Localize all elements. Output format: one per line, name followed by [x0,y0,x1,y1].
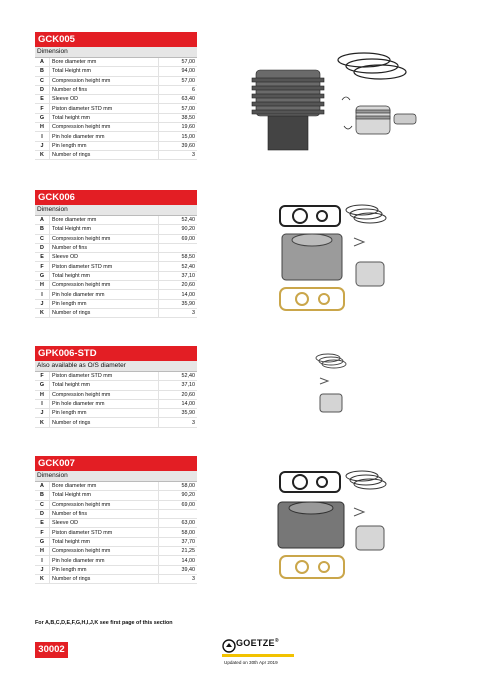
table-row [35,418,197,427]
section-block [35,190,197,318]
row-value: 3 [159,418,198,427]
section-subtitle: Dimension [35,47,197,58]
row-value: 35,90 [159,409,198,418]
row-code: A [35,482,50,491]
row-label: Piston diameter STD mm [50,262,159,271]
row-code: E [35,253,50,262]
row-code: J [35,409,50,418]
row-label: Pin length mm [50,565,159,574]
row-value: 94,00 [159,67,198,76]
row-value: 39,40 [159,565,198,574]
row-value: 52,40 [159,216,198,225]
table-row [35,85,197,94]
row-value [159,243,198,252]
row-code: G [35,537,50,546]
row-code: I [35,556,50,565]
row-value: 3 [159,308,198,317]
table-row [35,399,197,408]
row-code: C [35,234,50,243]
row-label: Total height mm [50,113,159,122]
table-row [35,537,197,546]
cylinder-kit-image [270,466,400,590]
section-block [35,456,197,584]
spec-table [35,482,197,584]
page-number: 30002 [35,642,68,658]
row-label: Sleeve OD [50,519,159,528]
row-value: 52,40 [159,372,198,381]
row-value: 39,60 [159,141,198,150]
row-label: Pin hole diameter mm [50,132,159,141]
row-label: Bore diameter mm [50,482,159,491]
row-value: 52,40 [159,262,198,271]
updated-date: Updated on 30th Apr 2019 [224,660,278,665]
row-label: Pin hole diameter mm [50,399,159,408]
row-label: Number of rings [50,418,159,427]
row-code: I [35,132,50,141]
row-label: Number of fins [50,243,159,252]
row-label: Total Height mm [50,491,159,500]
cylinder-kit-image [244,48,434,166]
row-label: Compression height mm [50,281,159,290]
row-value: 90,20 [159,225,198,234]
row-code: D [35,85,50,94]
row-value [159,509,198,518]
table-row [35,409,197,418]
row-code: J [35,565,50,574]
row-value: 6 [159,85,198,94]
row-label: Number of fins [50,509,159,518]
section-subtitle: Dimension [35,205,197,216]
table-row [35,299,197,308]
row-code: F [35,262,50,271]
table-row [35,67,197,76]
row-label: Compression height mm [50,390,159,399]
table-row [35,271,197,280]
row-label: Number of fins [50,85,159,94]
row-value: 15,00 [159,132,198,141]
spec-table [35,216,197,318]
table-row [35,132,197,141]
row-value: 90,20 [159,491,198,500]
table-row [35,528,197,537]
row-code: I [35,290,50,299]
row-value: 58,50 [159,253,198,262]
row-value: 14,00 [159,290,198,299]
row-code: G [35,271,50,280]
row-label: Total height mm [50,381,159,390]
trademark: ® [274,638,279,644]
table-row [35,243,197,252]
piston-kit-image [308,352,358,416]
row-code: C [35,500,50,509]
row-code: I [35,399,50,408]
row-label: Total height mm [50,271,159,280]
row-code: D [35,509,50,518]
table-row [35,308,197,317]
row-label: Number of rings [50,308,159,317]
row-label: Compression height mm [50,234,159,243]
table-row [35,58,197,67]
row-label: Total Height mm [50,67,159,76]
spec-table [35,372,197,428]
row-label: Pin hole diameter mm [50,556,159,565]
brand-name: GOETZE® [236,638,279,648]
row-value: 58,00 [159,482,198,491]
row-code: K [35,150,50,159]
row-label: Sleeve OD [50,95,159,104]
row-label: Pin hole diameter mm [50,290,159,299]
row-value: 19,60 [159,123,198,132]
row-label: Pin length mm [50,409,159,418]
table-row [35,381,197,390]
table-row [35,95,197,104]
row-value: 69,00 [159,234,198,243]
section-title: GPK006-STD [35,346,197,361]
table-row [35,547,197,556]
table-row [35,225,197,234]
table-row [35,253,197,262]
table-row [35,482,197,491]
table-row [35,216,197,225]
row-label: Piston diameter STD mm [50,528,159,537]
row-label: Sleeve OD [50,253,159,262]
row-code: H [35,390,50,399]
row-code: F [35,104,50,113]
table-row [35,519,197,528]
table-row [35,141,197,150]
table-row [35,290,197,299]
section-subtitle: Also available as O/S diameter [35,361,197,372]
row-code: E [35,519,50,528]
row-value: 21,25 [159,547,198,556]
row-value: 14,00 [159,556,198,565]
section-block [35,32,197,160]
row-value: 37,10 [159,271,198,280]
table-row [35,76,197,85]
table-row [35,565,197,574]
table-row [35,262,197,271]
row-code: E [35,95,50,104]
row-code: K [35,418,50,427]
row-label: Compression height mm [50,123,159,132]
row-label: Number of rings [50,574,159,583]
row-value: 63,40 [159,95,198,104]
row-code: H [35,547,50,556]
table-row [35,574,197,583]
row-code: F [35,528,50,537]
table-row [35,491,197,500]
row-label: Bore diameter mm [50,216,159,225]
row-code: C [35,76,50,85]
row-code: B [35,67,50,76]
table-row [35,234,197,243]
row-code: B [35,225,50,234]
row-code: J [35,299,50,308]
table-row [35,390,197,399]
footnote: For A,B,C,D,E,F,G,H,I,J,K see first page of this section [35,620,173,626]
row-code: A [35,216,50,225]
table-row [35,281,197,290]
row-value: 38,50 [159,113,198,122]
table-row [35,500,197,509]
spec-table [35,58,197,160]
row-code: K [35,308,50,317]
table-row [35,372,197,381]
section-block [35,346,197,428]
row-label: Pin length mm [50,141,159,150]
row-label: Total Height mm [50,225,159,234]
row-value: 57,00 [159,76,198,85]
section-title: GCK007 [35,456,197,471]
brand-bar [222,654,294,657]
row-label: Piston diameter STD mm [50,372,159,381]
row-value: 37,70 [159,537,198,546]
row-label: Compression height mm [50,500,159,509]
row-code: B [35,491,50,500]
row-value: 35,90 [159,299,198,308]
row-label: Piston diameter STD mm [50,104,159,113]
row-code: K [35,574,50,583]
row-label: Pin length mm [50,299,159,308]
row-label: Total height mm [50,537,159,546]
cylinder-kit-image [270,200,400,325]
row-value: 3 [159,574,198,583]
row-label: Number of rings [50,150,159,159]
table-row [35,104,197,113]
row-code: G [35,381,50,390]
row-code: D [35,243,50,252]
table-row [35,113,197,122]
row-value: 20,60 [159,281,198,290]
row-value: 20,60 [159,390,198,399]
section-subtitle: Dimension [35,471,197,482]
row-label: Compression height mm [50,76,159,85]
row-label: Bore diameter mm [50,58,159,67]
row-code: H [35,281,50,290]
table-row [35,123,197,132]
table-row [35,150,197,159]
row-value: 69,00 [159,500,198,509]
section-title: GCK005 [35,32,197,47]
row-label: Compression height mm [50,547,159,556]
row-value: 63,00 [159,519,198,528]
row-code: G [35,113,50,122]
row-code: A [35,58,50,67]
table-row [35,556,197,565]
row-code: F [35,372,50,381]
section-title: GCK006 [35,190,197,205]
row-value: 57,00 [159,58,198,67]
row-value: 14,00 [159,399,198,408]
table-row [35,509,197,518]
row-code: H [35,123,50,132]
row-value: 58,00 [159,528,198,537]
row-code: J [35,141,50,150]
row-value: 37,10 [159,381,198,390]
row-value: 57,00 [159,104,198,113]
row-value: 3 [159,150,198,159]
